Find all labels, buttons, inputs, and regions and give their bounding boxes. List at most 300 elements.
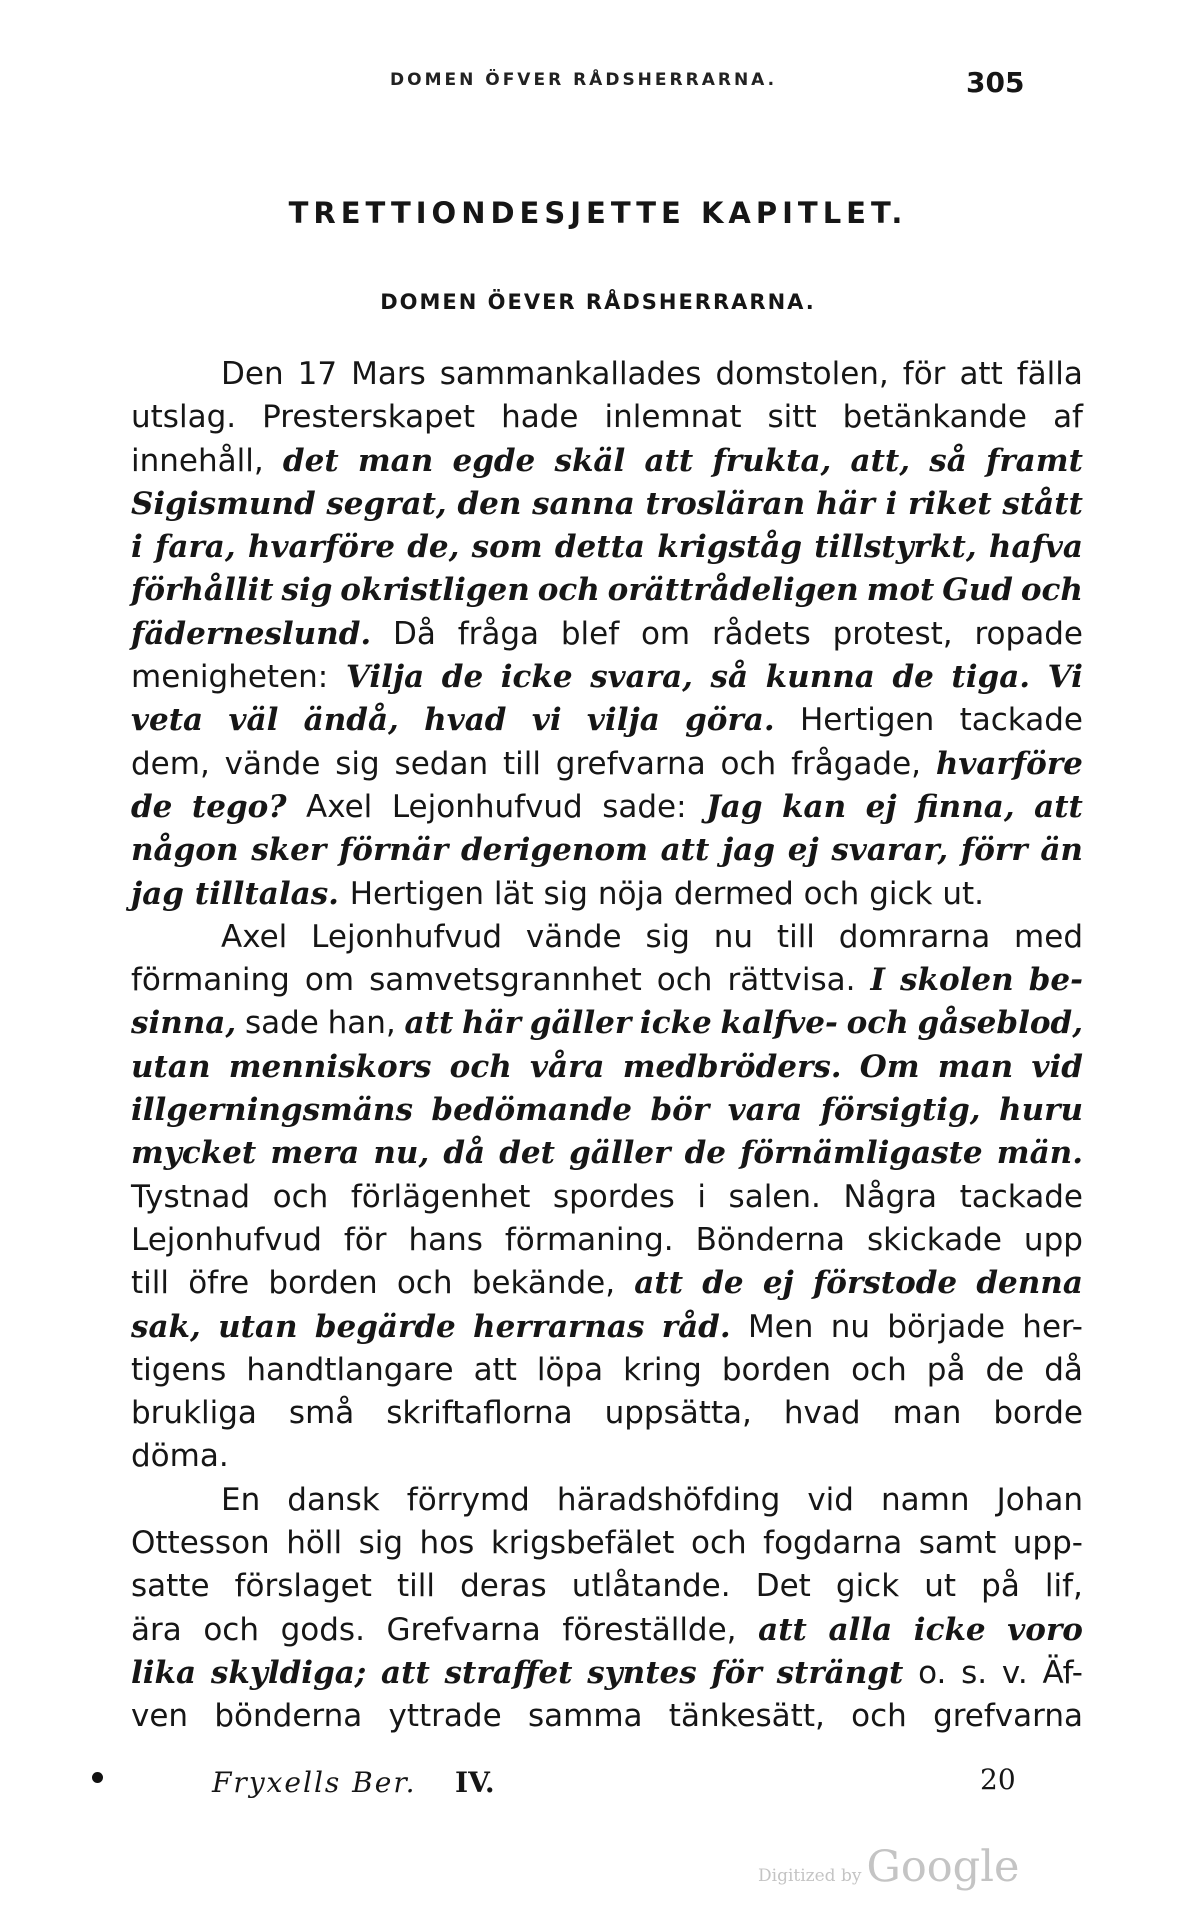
text-line <box>131 1392 1083 1435</box>
footer-volume: IV. <box>455 1766 495 1799</box>
word: och <box>656 962 713 999</box>
italic-word: de <box>702 1265 744 1302</box>
italic-word: sanna <box>532 485 635 522</box>
italic-word: utan <box>218 1308 298 1345</box>
word: dem, <box>131 745 210 782</box>
italic-word: gäller <box>529 1005 632 1042</box>
italic-word: de <box>131 788 173 825</box>
italic-word: vara <box>727 1092 803 1129</box>
word: man <box>892 1395 962 1432</box>
word: upp <box>1023 1221 1083 1258</box>
word: sedan <box>394 745 489 782</box>
italic-word: än <box>1040 832 1083 869</box>
italic-word: skolen <box>900 962 1014 999</box>
word: uppsätta, <box>604 1395 752 1432</box>
italic-word: förhållit <box>131 572 274 609</box>
word: sig <box>358 1525 404 1562</box>
word: af <box>1053 399 1083 436</box>
word: bönderna <box>214 1698 363 1735</box>
italic-word: förr <box>960 832 1028 869</box>
word: döma. <box>131 1438 229 1475</box>
italic-word: menniskors <box>228 1048 432 1085</box>
italic-word: krigståg <box>657 529 803 566</box>
italic-word: de <box>441 659 484 696</box>
word: nöja <box>597 875 674 912</box>
text-line <box>131 1522 1083 1565</box>
word: hos <box>419 1525 475 1562</box>
word: frågade, <box>791 745 921 782</box>
italic-word: Jag <box>706 788 763 825</box>
word: gick <box>869 875 943 912</box>
word: han, <box>327 1005 396 1042</box>
italic-word: jag <box>131 875 195 912</box>
word: grefvarna <box>933 1698 1083 1735</box>
word: att <box>959 356 1003 392</box>
italic-word: att <box>634 1265 684 1302</box>
italic-word: segrat, <box>326 485 447 522</box>
word: förmaning. <box>504 1221 674 1258</box>
word: nu <box>830 1308 870 1345</box>
text-line <box>131 1176 1083 1219</box>
word: då <box>1044 1351 1083 1388</box>
word: och <box>851 1351 907 1388</box>
italic-word: hvarföre <box>247 529 395 566</box>
section-title: DOMEN ÖEVER RÅDSHERRARNA. <box>380 290 816 314</box>
italic-word: man <box>937 1048 1014 1085</box>
italic-word: detta <box>554 529 645 566</box>
word: Några <box>843 1178 938 1215</box>
text-line <box>131 1435 1083 1478</box>
word: En <box>221 1481 261 1518</box>
word: ut. <box>942 875 984 912</box>
text-line <box>131 656 1083 699</box>
word: och <box>396 1265 453 1302</box>
word: på <box>926 1351 966 1388</box>
word: och <box>720 745 777 782</box>
word: och <box>803 875 870 912</box>
word: öfre <box>188 1265 250 1302</box>
italic-word: vilja <box>586 702 660 739</box>
word: sade <box>244 1005 319 1042</box>
word: fråga <box>457 615 540 652</box>
italic-word: framt <box>986 442 1083 479</box>
italic-word: svarar, <box>831 832 949 869</box>
word: sig <box>645 918 690 955</box>
text-line <box>131 483 1083 526</box>
word: och <box>851 1698 907 1735</box>
italic-word: voro <box>1007 1611 1083 1648</box>
word: ven <box>131 1698 189 1735</box>
page-number: 305 <box>966 66 1025 99</box>
word: rättvisa. <box>727 962 856 999</box>
word: nu <box>713 918 754 955</box>
word: v. <box>1001 1654 1028 1691</box>
text-line <box>131 873 1083 916</box>
word: Ottesson <box>131 1525 270 1562</box>
italic-word: förnär <box>338 832 449 869</box>
text-line <box>131 1132 1083 1175</box>
italic-word: hvarföre <box>935 745 1083 782</box>
word: menigheten: <box>131 659 329 696</box>
word: gick <box>835 1568 900 1605</box>
word: förslaget <box>234 1568 372 1605</box>
word: de <box>985 1351 1025 1388</box>
word: krigsbefälet <box>490 1525 675 1562</box>
word: till <box>131 1265 169 1302</box>
word: Bönderna <box>695 1221 846 1258</box>
text-line <box>131 1046 1083 1089</box>
italic-word: icke <box>639 1005 712 1042</box>
word: skickade <box>867 1221 1002 1258</box>
italic-word: förstode <box>812 1265 958 1302</box>
italic-word: trosläran <box>645 485 806 522</box>
italic-word: ändå, <box>303 702 399 739</box>
word: lät <box>493 875 544 912</box>
text-line <box>131 829 1083 872</box>
italic-word: i <box>131 529 143 566</box>
word: dermed <box>673 875 804 912</box>
word: ropade <box>974 615 1083 652</box>
word: sig <box>335 745 380 782</box>
italic-word: Vi <box>1047 659 1083 696</box>
italic-word: då <box>443 1135 486 1172</box>
italic-word: ej <box>787 832 819 869</box>
italic-word: tego? <box>191 788 287 825</box>
italic-word: alla <box>828 1611 893 1648</box>
watermark-big: Google <box>866 1842 1020 1892</box>
italic-word: att <box>381 1654 430 1691</box>
word: Äf- <box>1042 1654 1083 1691</box>
word: tackade <box>959 702 1083 739</box>
italic-word: förnämligaste <box>740 1135 983 1172</box>
word: her- <box>1022 1308 1083 1345</box>
italic-word: bedömande <box>431 1092 632 1129</box>
italic-word: tillstyrkt, <box>814 529 977 566</box>
italic-word: strängt <box>776 1654 904 1691</box>
word: brukliga <box>131 1395 257 1432</box>
word: höll <box>286 1525 343 1562</box>
word: Men <box>747 1308 814 1345</box>
word: hans <box>408 1221 483 1258</box>
word: om <box>304 962 355 999</box>
italic-word: mot <box>866 572 935 609</box>
italic-word: utan <box>131 1048 211 1085</box>
italic-word: hafva <box>988 529 1083 566</box>
word: Mars <box>351 356 426 392</box>
word: protest, <box>832 615 953 652</box>
text-line <box>131 786 1083 829</box>
italic-word: medbröders. <box>622 1048 842 1085</box>
word: sig <box>543 875 598 912</box>
italic-word: att <box>758 1611 807 1648</box>
word: grefvarna <box>555 745 706 782</box>
text-line <box>131 743 1083 786</box>
italic-word: sker <box>251 832 327 869</box>
italic-word: vi <box>531 702 562 739</box>
italic-word: och <box>449 1048 512 1085</box>
word: domstolen, <box>715 356 889 392</box>
word: förrymd <box>406 1481 530 1518</box>
text-line <box>131 1565 1083 1608</box>
word: tänkesätt, <box>668 1698 825 1735</box>
text-line <box>131 1089 1083 1132</box>
italic-word: våra <box>529 1048 605 1085</box>
italic-word: egde <box>452 442 536 479</box>
word: för <box>902 356 946 392</box>
word: Lejonhufvud <box>391 788 583 825</box>
word: deras <box>460 1568 547 1605</box>
word: innehåll, <box>131 442 264 479</box>
word: förlägenhet <box>350 1178 531 1215</box>
watermark <box>758 1842 1019 1892</box>
word: till <box>776 918 815 955</box>
word: vid <box>807 1481 854 1518</box>
word: satte <box>131 1568 210 1605</box>
italic-word: huru <box>999 1092 1083 1129</box>
word: samvetsgrannhet <box>369 962 642 999</box>
word: små <box>288 1395 355 1432</box>
bullet-mark <box>92 1772 103 1783</box>
word: upp- <box>1012 1525 1083 1562</box>
word: domrarna <box>838 918 991 955</box>
word: Grefvarna <box>386 1611 541 1648</box>
word: borde <box>993 1395 1083 1432</box>
text-line <box>131 916 1083 959</box>
word: vände <box>525 918 622 955</box>
word: och <box>272 1178 329 1215</box>
text-line <box>131 1349 1083 1392</box>
word: utslag. <box>131 399 237 436</box>
italic-word: de <box>892 659 934 696</box>
italic-word: tiga. <box>951 659 1031 696</box>
italic-word: nu, <box>373 1135 430 1172</box>
word: fogdarna <box>763 1525 903 1562</box>
word: förmaning <box>131 962 290 999</box>
word: samma <box>527 1698 643 1735</box>
text-line <box>131 1695 1083 1738</box>
italic-word: Vilja <box>345 659 425 696</box>
italic-word: vid <box>1031 1048 1083 1085</box>
italic-word: i <box>885 485 898 522</box>
word: handtlangare <box>246 1351 454 1388</box>
word: för <box>343 1221 387 1258</box>
word: och <box>690 1525 747 1562</box>
word: och <box>203 1611 260 1648</box>
word: började <box>887 1308 1006 1345</box>
word: hvad <box>783 1395 861 1432</box>
word: med <box>1014 918 1083 955</box>
running-head: DOMEN ÖFVER RÅDSHERRARNA. <box>390 70 778 90</box>
italic-word: och <box>537 572 600 609</box>
italic-word: jag <box>722 832 776 869</box>
italic-word: straffet <box>444 1654 573 1691</box>
italic-word: väl <box>228 702 279 739</box>
italic-word: att, <box>850 442 911 479</box>
italic-word: riket <box>908 485 992 522</box>
text-line <box>131 396 1083 439</box>
text-line <box>131 1219 1083 1262</box>
word: Det <box>755 1568 811 1605</box>
word: 17 <box>297 356 338 392</box>
word: borden <box>268 1265 378 1302</box>
italic-word: veta <box>131 702 204 739</box>
text-line <box>131 1262 1083 1305</box>
word: Tystnad <box>131 1178 251 1215</box>
italic-word: hvad <box>424 702 507 739</box>
italic-word: Sigismund <box>131 485 316 522</box>
word: Axel <box>221 918 288 955</box>
watermark-small: Digitized by <box>758 1866 862 1886</box>
italic-word: kan <box>782 788 847 825</box>
chapter-title: TRETTIONDESJETTE KAPITLET. <box>288 196 908 230</box>
italic-word: att <box>644 442 694 479</box>
italic-word: orättrådeligen <box>607 572 859 609</box>
word: föreställde, <box>562 1611 737 1648</box>
italic-word: denna <box>976 1265 1083 1302</box>
italic-word: det <box>499 1135 555 1172</box>
italic-word: okristligen <box>340 572 530 609</box>
word: att <box>473 1351 517 1388</box>
text-line <box>131 1652 1083 1695</box>
word: yttrade <box>388 1698 502 1735</box>
word: Johan <box>996 1481 1083 1518</box>
word: Lejonhufvud <box>131 1221 322 1258</box>
word: Då <box>393 615 436 652</box>
word: bekände, <box>471 1265 616 1302</box>
italic-word: att <box>404 1005 454 1042</box>
text-line <box>131 1306 1083 1349</box>
italic-word: så <box>710 659 749 696</box>
italic-word: gåseblod, <box>917 1005 1083 1042</box>
word: o. <box>918 1654 947 1691</box>
italic-word: den <box>457 485 522 522</box>
text-line <box>131 1002 1083 1045</box>
italic-word: som <box>471 529 543 566</box>
word: s. <box>961 1654 988 1691</box>
word: samt <box>918 1525 997 1562</box>
italic-word: försigtig, <box>820 1092 981 1129</box>
word: spordes <box>552 1178 675 1215</box>
word: kring <box>623 1351 702 1388</box>
word: betänkande <box>842 399 1028 436</box>
italic-word: tilltalas. <box>194 875 350 912</box>
italic-word: män. <box>996 1135 1083 1172</box>
italic-word: icke <box>500 659 573 696</box>
italic-word: ej <box>762 1265 794 1302</box>
word: blef <box>560 615 620 652</box>
word: borden <box>721 1351 832 1388</box>
word: till <box>396 1568 435 1605</box>
italic-word: be- <box>1028 962 1083 999</box>
word: dansk <box>287 1481 380 1518</box>
italic-word: här <box>462 1005 522 1042</box>
italic-word: de, <box>407 529 460 566</box>
italic-word: fäderneslund. <box>131 615 372 652</box>
word: till <box>502 745 541 782</box>
word: häradshöfding <box>556 1481 781 1518</box>
italic-word: man <box>357 442 434 479</box>
italic-word: gäller <box>569 1135 671 1172</box>
italic-word: det <box>282 442 339 479</box>
italic-word: kunna <box>765 659 875 696</box>
text-line <box>131 526 1083 569</box>
word: tackade <box>959 1178 1083 1215</box>
italic-word: här <box>815 485 875 522</box>
text-line <box>131 1479 1083 1522</box>
italic-word: ej <box>865 788 897 825</box>
italic-word: och <box>846 1005 909 1042</box>
italic-word: derigenom <box>460 832 648 869</box>
word: ära <box>131 1611 182 1648</box>
italic-word: sig <box>281 572 333 609</box>
italic-word: sinna, <box>131 1005 237 1042</box>
body-text <box>131 353 1083 1739</box>
italic-word: kalfve- <box>720 1005 838 1042</box>
italic-word: skäl <box>554 442 626 479</box>
text-line <box>131 440 1083 483</box>
italic-word: att <box>1034 788 1083 825</box>
italic-word: råd. <box>661 1308 731 1345</box>
word: sade: <box>602 788 687 825</box>
text-line <box>131 613 1083 656</box>
italic-word: I <box>870 962 885 999</box>
word: sammankallades <box>439 356 702 392</box>
word: hade <box>501 399 579 436</box>
word: Lejonhufvud <box>311 918 503 955</box>
word: Presterskapet <box>262 399 476 436</box>
italic-word: Gud <box>942 572 1013 609</box>
italic-word: fara, <box>155 529 236 566</box>
text-line <box>131 353 1083 396</box>
italic-word: att <box>660 832 710 869</box>
word: fälla <box>1016 356 1083 392</box>
italic-word: de <box>684 1135 726 1172</box>
italic-word: för <box>711 1654 762 1691</box>
word: Axel <box>306 788 373 825</box>
italic-word: så <box>929 442 967 479</box>
italic-word: syntes <box>587 1654 697 1691</box>
word: inlemnat <box>604 399 742 436</box>
italic-word: icke <box>913 1611 986 1648</box>
word: namn <box>881 1481 970 1518</box>
word: salen. <box>728 1178 821 1215</box>
italic-word: begärde <box>314 1308 456 1345</box>
italic-word: bör <box>650 1092 710 1129</box>
italic-word: och <box>1020 572 1083 609</box>
italic-word: herrarnas <box>473 1308 645 1345</box>
word: vände <box>224 745 321 782</box>
text-line <box>131 959 1083 1002</box>
word: skriftaflorna <box>386 1395 573 1432</box>
word: löpa <box>536 1351 604 1388</box>
italic-word: göra. <box>685 702 775 739</box>
text-line <box>131 1609 1083 1652</box>
word: rådets <box>711 615 811 652</box>
italic-word: Om <box>859 1048 920 1085</box>
footer-author: Fryxells Ber. <box>212 1766 417 1799</box>
text-line <box>131 569 1083 612</box>
word: i <box>697 1178 706 1215</box>
word: gods. <box>280 1611 365 1648</box>
word: Den <box>221 356 284 392</box>
italic-word: någon <box>131 832 239 869</box>
word: om <box>640 615 691 652</box>
word: lif, <box>1044 1568 1083 1605</box>
signature-mark: 20 <box>980 1763 1016 1796</box>
word: sitt <box>767 399 817 436</box>
italic-word: stått <box>1002 485 1083 522</box>
italic-word: lika <box>131 1654 197 1691</box>
